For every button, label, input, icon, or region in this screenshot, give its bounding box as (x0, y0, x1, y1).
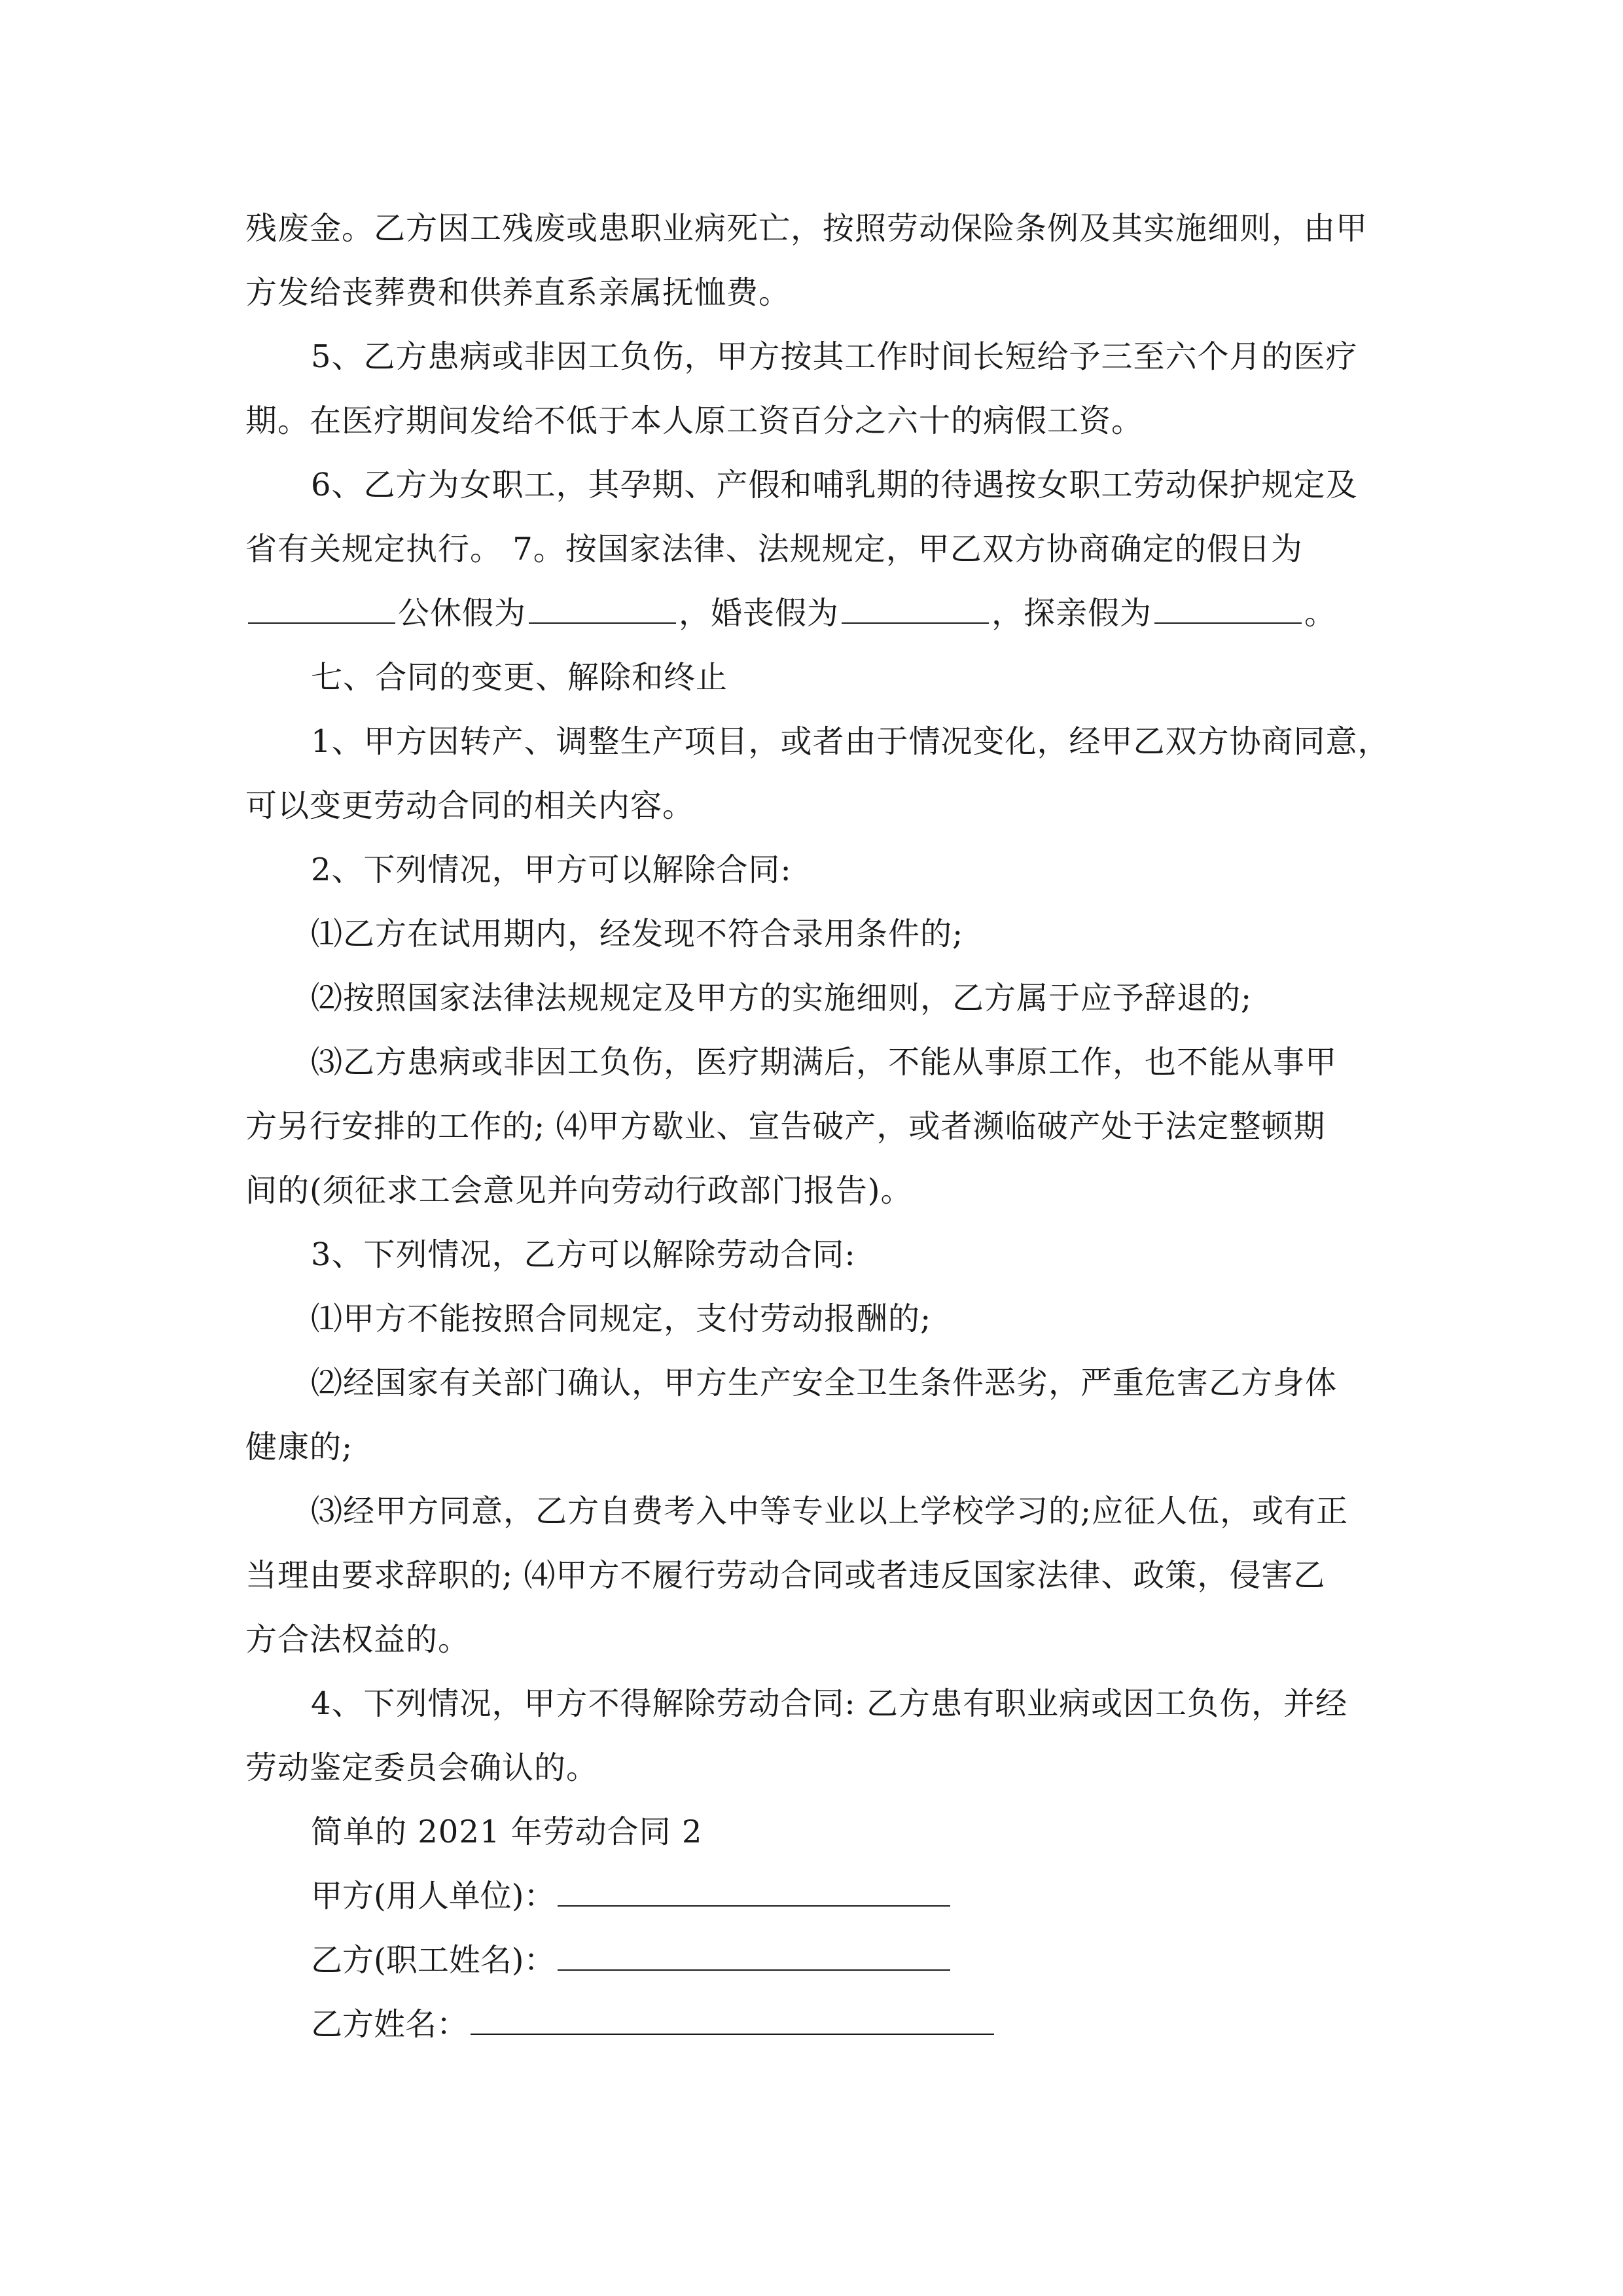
paragraph-line: 4、下列情况，甲方不得解除劳动合同: 乙方患有职业病或因工负伤，并经 (311, 1685, 1347, 1722)
paragraph-line: 残废金。乙方因工残废或患职业病死亡，按照劳动保险条例及其实施细则，由甲 (245, 210, 1368, 247)
list-item: ⑶经甲方同意，乙方自费考入中等专业以上学校学习的;应征人伍，或有正 (311, 1493, 1349, 1530)
public-holiday-blank[interactable] (529, 596, 676, 624)
holiday-text: 。 (1304, 595, 1337, 632)
family-visit-leave-blank[interactable] (1154, 596, 1302, 624)
holiday-text: ，婚丧假为 (679, 595, 840, 632)
paragraph-line: 5、乙方患病或非因工负伤，甲方按其工作时间长短给予三至六个月的医疗 (311, 338, 1358, 375)
paragraph-line: 2、下列情况，甲方可以解除合同: (311, 852, 792, 888)
paragraph-line: 方发给丧葬费和供养直系亲属抚恤费。 (245, 274, 791, 311)
list-item: ⑵经国家有关部门确认，甲方生产安全卫生条件恶劣，严重危害乙方身体 (311, 1365, 1338, 1401)
employer-field (245, 1864, 1381, 1928)
paragraph-line: 健康的; (245, 1429, 353, 1465)
list-item: ⑴乙方在试用期内，经发现不符合录用条件的; (311, 916, 964, 952)
paragraph-line: 1、甲方因转产、调整生产项目，或者由于情况变化，经甲乙双方协商同意， (311, 723, 1390, 760)
list-item: ⑴甲方不能按照合同规定，支付劳动报酬的; (311, 1300, 932, 1337)
holiday-text: ，探亲假为 (991, 595, 1152, 632)
list-item: ⑶乙方患病或非因工负伤，医疗期满后，不能从事原工作，也不能从事甲 (311, 1044, 1338, 1081)
paragraph-line: 6、乙方为女职工，其孕期、产假和哺乳期的待遇按女职工劳动保护规定及 (311, 467, 1358, 503)
employee-blank[interactable] (558, 1943, 950, 1971)
paragraph-line: 方合法权益的。 (245, 1621, 471, 1658)
name-field (245, 1992, 1381, 2056)
paragraph-line: 劳动鉴定委员会确认的。 (245, 1749, 599, 1786)
paragraph-line: 省有关规定执行。 7。按国家法律、法规规定，甲乙双方协商确定的假日为 (245, 531, 1303, 567)
name-blank[interactable] (471, 2007, 994, 2035)
paragraph-line: 方另行安排的工作的; ⑷甲方歇业、宣告破产，或者濒临破产处于法定整顿期 (245, 1108, 1326, 1145)
section-heading: 七、合同的变更、解除和终止 (311, 659, 728, 696)
document-body (245, 196, 1390, 2056)
paragraph-line: 3、下列情况，乙方可以解除劳动合同: (311, 1236, 856, 1273)
holiday-blank[interactable] (248, 596, 395, 624)
employer-blank[interactable] (558, 1879, 950, 1907)
employee-field (245, 1928, 1381, 1992)
holiday-line (245, 581, 1381, 645)
paragraph-line: 期。在医疗期间发给不低于本人原工资百分之六十的病假工资。 (245, 403, 1144, 439)
list-item: ⑵按照国家法律法规规定及甲方的实施细则，乙方属于应予辞退的; (311, 980, 1253, 1016)
holiday-text: 公休假为 (398, 595, 527, 632)
contract-title: 简单的 2021 年劳动合同 2 (311, 1814, 703, 1850)
employer-label: 甲方(用人单位)： (311, 1878, 556, 1914)
marriage-funeral-leave-blank[interactable] (842, 596, 989, 624)
paragraph-line: 可以变更劳动合同的相关内容。 (245, 787, 695, 824)
paragraph-line: 当理由要求辞职的; ⑷甲方不履行劳动合同或者违反国家法律、政策，侵害乙 (245, 1557, 1326, 1594)
employee-label: 乙方(职工姓名)： (311, 1942, 556, 1979)
paragraph-line: 间的(须征求工会意见并向劳动行政部门报告)。 (245, 1172, 913, 1209)
name-label: 乙方姓名： (311, 2006, 469, 2043)
